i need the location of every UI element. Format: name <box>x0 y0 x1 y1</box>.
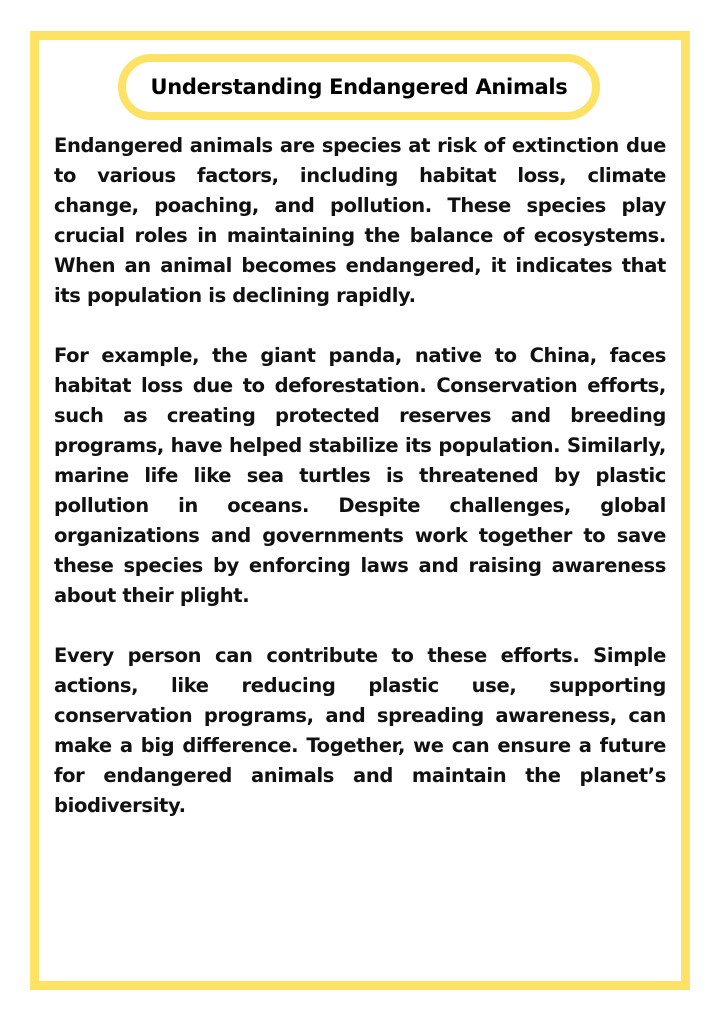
title-pill <box>118 54 600 120</box>
article-body <box>54 131 666 851</box>
paragraph-call-to-action: Every person can contribute to these efforts. Simple actions, like reducing plastic use, supporting conservation programs, and spreading awareness, can make a big difference. Together, we can ensure a future for endangered animals and maintain the planet’s biodiversity. <box>54 644 666 817</box>
paragraph-intro: Endangered animals are species at risk of extinction due to various factors, including habitat loss, climate change, poaching, and pollution. These species play crucial roles in maintaining the balance of ecosystems. When an animal becomes endangered, it indicates that its population is declining rapidly. <box>54 134 666 307</box>
paragraph-examples: For example, the giant panda, native to China, faces habitat loss due to deforestation. Conservation efforts, such as creating protected reserves and breeding programs, have helped stabilize its population. Similarly, marine life like sea turtles is threatened by plastic pollution in oceans. Despite challenges, global organizations and governments work together to save these species by enforcing laws and raising awareness about their plight. <box>54 344 666 607</box>
page-title: Understanding Endangered Animals <box>150 75 568 99</box>
